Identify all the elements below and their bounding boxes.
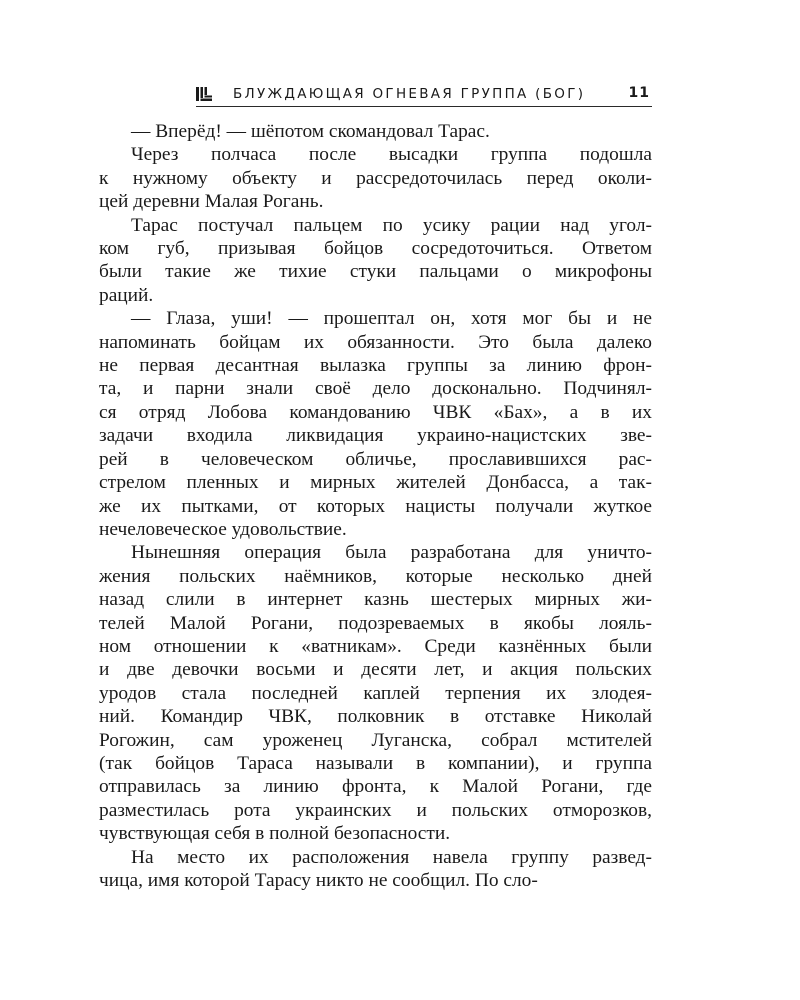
text-line: нечеловеческое удовольствие. bbox=[99, 518, 347, 540]
paragraph bbox=[99, 120, 652, 143]
running-title: БЛУЖДАЮЩАЯ ОГНЕВАЯ ГРУППА (БОГ) bbox=[233, 86, 586, 102]
paragraph bbox=[99, 214, 652, 308]
text-line: отправилась за линию фронта, к Малой Рогани, где bbox=[99, 776, 652, 798]
text-line: чица, имя которой Тарасу никто не сообщил. По сло- bbox=[99, 870, 538, 891]
body-text bbox=[99, 120, 652, 892]
publisher-logo-icon bbox=[196, 87, 212, 101]
text-line: разместилась рота украинских и польских отморозков, bbox=[99, 799, 652, 821]
text-line: ний. Командир ЧВК, полковник в отставке Николай bbox=[99, 706, 652, 728]
text-line: уродов стала последней каплей терпения их злодея- bbox=[99, 682, 652, 704]
text-line: Рогожин, сам уроженец Луганска, собрал мстителей bbox=[99, 729, 652, 751]
text-line: Через полчаса после высадки группа подошла bbox=[131, 144, 652, 166]
text-line: рей в человеческом обличье, прославившихся рас- bbox=[99, 448, 652, 470]
paragraph bbox=[99, 541, 652, 845]
text-line: к нужному объекту и рассредоточилась перед околи- bbox=[99, 167, 652, 189]
page-number: 11 bbox=[628, 85, 650, 101]
paragraph bbox=[99, 143, 652, 213]
running-header bbox=[196, 84, 652, 107]
text-line: цей деревни Малая Рогань. bbox=[99, 191, 324, 213]
text-line: (так бойцов Тараса называли в компании), и группа bbox=[99, 752, 652, 774]
text-line: раций. bbox=[99, 284, 154, 306]
text-line: назад слили в интернет казнь шестерых мирных жи- bbox=[99, 589, 652, 611]
paragraph bbox=[99, 307, 652, 541]
text-line: На место их расположения навела группу развед- bbox=[131, 846, 652, 868]
text-line: Нынешняя операция была разработана для уничто- bbox=[131, 542, 652, 564]
text-line: жения польских наёмников, которые несколько дней bbox=[99, 565, 652, 587]
paragraph bbox=[99, 846, 652, 893]
text-line: не первая десантная вылазка группы за линию фрон- bbox=[99, 355, 652, 377]
text-line: Тарас постучал пальцем по усику рации над угол- bbox=[131, 214, 652, 236]
text-line: ком губ, призывая бойцов сосредоточиться. Ответом bbox=[99, 238, 652, 260]
text-line: стрелом пленных и мирных жителей Донбасса, а так- bbox=[99, 472, 652, 494]
text-line: телей Малой Рогани, подозреваемых в якобы лояль- bbox=[99, 612, 652, 634]
text-line: ном отношении к «ватникам». Среди казнённых были bbox=[99, 635, 652, 657]
text-line: ся отряд Лобова командованию ЧВК «Бах», а в их bbox=[99, 401, 652, 423]
text-line: — Глаза, уши! — прошептал он, хотя мог бы и не bbox=[131, 308, 652, 330]
text-line: и две девочки восьми и десяти лет, и акция польских bbox=[99, 659, 652, 681]
text-line: чувствующая себя в полной безопасности. bbox=[99, 823, 451, 845]
text-line: напоминать бойцам их обязанности. Это была далеко bbox=[99, 331, 652, 353]
text-line: были такие же тихие стуки пальцами о микрофоны bbox=[99, 261, 652, 283]
text-line: та, и парни знали своё дело досконально. Подчинял- bbox=[99, 378, 652, 400]
text-line: задачи входила ликвидация украино-нацистских зве- bbox=[99, 425, 652, 447]
text-line: же их пытками, от которых нацисты получали жуткое bbox=[99, 495, 652, 517]
text-line: — Вперёд! — шёпотом скомандовал Тарас. bbox=[131, 121, 490, 142]
